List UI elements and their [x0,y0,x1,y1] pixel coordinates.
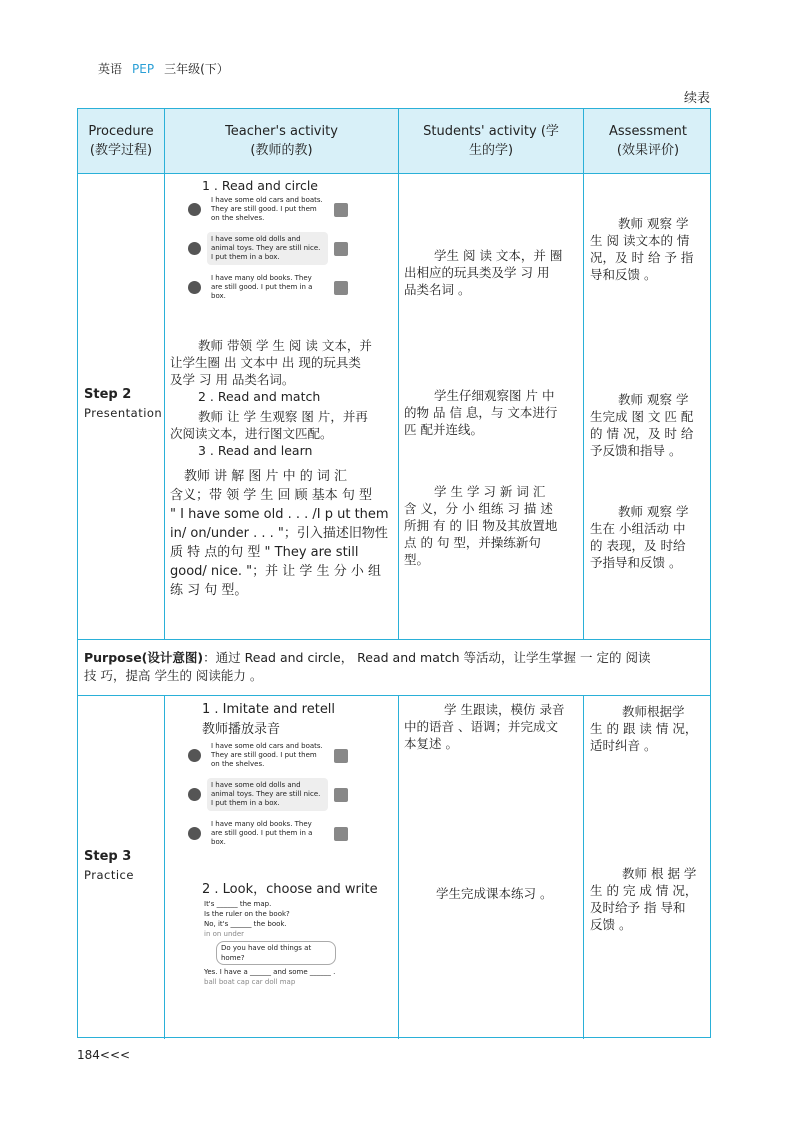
speech-bubble: I have some old dolls and animal toys. They are still nice. I put them in a box. [207,778,328,811]
step3-teacher-text-1: 教师播放录音 [202,722,281,737]
boy-avatar [188,827,201,840]
purpose-row [84,649,706,685]
boy-avatar [188,749,201,762]
girl-avatar [188,788,201,801]
subject-label: 英语 [98,62,123,76]
box-icon [334,788,348,802]
bookcase-icon [334,281,348,295]
speech-bubble: I have some old cars and boats. They are still good. I put them on the shelves. [211,742,323,768]
speech-bubble: I have many old books. They are still good. I put them in a box. [211,820,313,846]
boy-avatar [188,281,201,294]
step2-student-1: 学生 阅 读 文本，并 圈 出相应的玩具类及学 习 用 品类名词 。 [404,248,563,297]
step3-student-2: 学生完成课本练习 。 [436,886,553,901]
step3-assessment-2: 教师 根 据 学 生 的 完 成 情 况， 及时给予 指 导和 反馈 。 [590,866,698,932]
edition-label: PEP [132,62,155,76]
header-procedure: Procedure (教学过程) [88,124,154,158]
read-circle-illustration [188,193,348,310]
purpose-label: Purpose(设计意图) [84,650,204,665]
step2-student-2: 学生仔细观察图 片 中 的物 品 信 息，与 文本进行 匹 配并连线。 [404,388,558,437]
step2-assessment-3: 教师 观察 学 生在 小组活动 中 的 表现，及 时给 予指导和反馈 。 [590,504,689,570]
header-students: Students' activity (学 生的学) [423,124,559,158]
continued-label: 续表 [683,91,710,106]
grade-label: 三年级(下） [164,62,229,76]
imitate-illustration [188,739,348,856]
write-exercise-illustration: It's ______ the map. Is the ruler on the book? No, it's ______ the book. in on under Do you have old things at home? Yes. I have a ______ and some ______ . ball boat cap car doll map [204,899,354,987]
shelf-icon [334,749,348,763]
step2-teacher-text-2: 教师 讲 解 图 片 中 的 词 汇 含义；带 领 学 生 回 顾 基本 句 型 " I have some old . . . /I p ut them in/ on/under . . . "；引入描述旧物性 质 特 点的句 型 " They are still good/ nice. "；并 让 学 生 分 小 组 练 习 句 型。 [170,469,389,598]
box-icon [334,242,348,256]
header-assessment: Assessment (效果评价) [609,124,687,158]
purpose-text: ：通过 Read and circle， Read and match 等活动，让学生掌握 一 定的 阅读 [203,650,651,665]
boy-avatar [188,203,201,216]
step2-teacher-heading-1: 1 . Read and circle [202,178,318,193]
step2-assessment-1: 教师 观察 学 生 阅 读文本的 情 况，及 时 给 予 指 导和反馈 。 [590,216,694,282]
girl-avatar [188,242,201,255]
step3-label: Step 3 Practice [84,849,134,882]
speech-bubble: I have some old dolls and animal toys. They are still nice. I put them in a box. [207,232,328,265]
step2-teacher-text-1: 教师 带领 学 生 阅 读 文本，并 让学生圈 出 文本中 出 现的玩具类 及学 习 用 品类名词。 2 . Read and match 教师 让 学 生观察 图 片，并再 次阅读文本，进行图文匹配。 3 . Read and learn [170,338,372,458]
page-number: 184<<< [77,1048,131,1062]
page-header [98,60,229,77]
step3-teacher-heading-1: 1 . Imitate and retell [202,702,336,717]
step2-label: Step 2 Presentation [84,387,163,420]
lesson-table [77,108,711,1038]
purpose-text-2: 技 巧，提高 学生的 阅读能力 。 [84,668,263,683]
shelf-icon [334,203,348,217]
speech-bubble: I have some old cars and boats. They are still good. I put them on the shelves. [211,196,323,222]
step2-student-3: 学 生 学 习 新 词 汇 含 义，分 小 组练 习 描 述 所拥 有 的 旧 物及其放置地 点 的 句 型，并操练新句 型。 [404,484,558,567]
header-teacher: Teacher's activity (教师的教) [225,124,338,158]
speech-bubble: I have many old books. They are still good. I put them in a box. [211,274,313,300]
bookcase-icon [334,827,348,841]
step3-student-1: 学 生跟读，模仿 录音 中的语音 、语调；并完成文 本复述 。 [404,702,565,751]
step2-assessment-2: 教师 观察 学 生完成 图 文 匹 配 的 情 况，及 时 给 予反馈和指导 。 [590,392,694,458]
step3-assessment-1: 教师根据学 生 的 跟 读 情 况， 适时纠音 。 [590,704,698,753]
step3-teacher-heading-2: 2 . Look，choose and write [202,882,378,897]
